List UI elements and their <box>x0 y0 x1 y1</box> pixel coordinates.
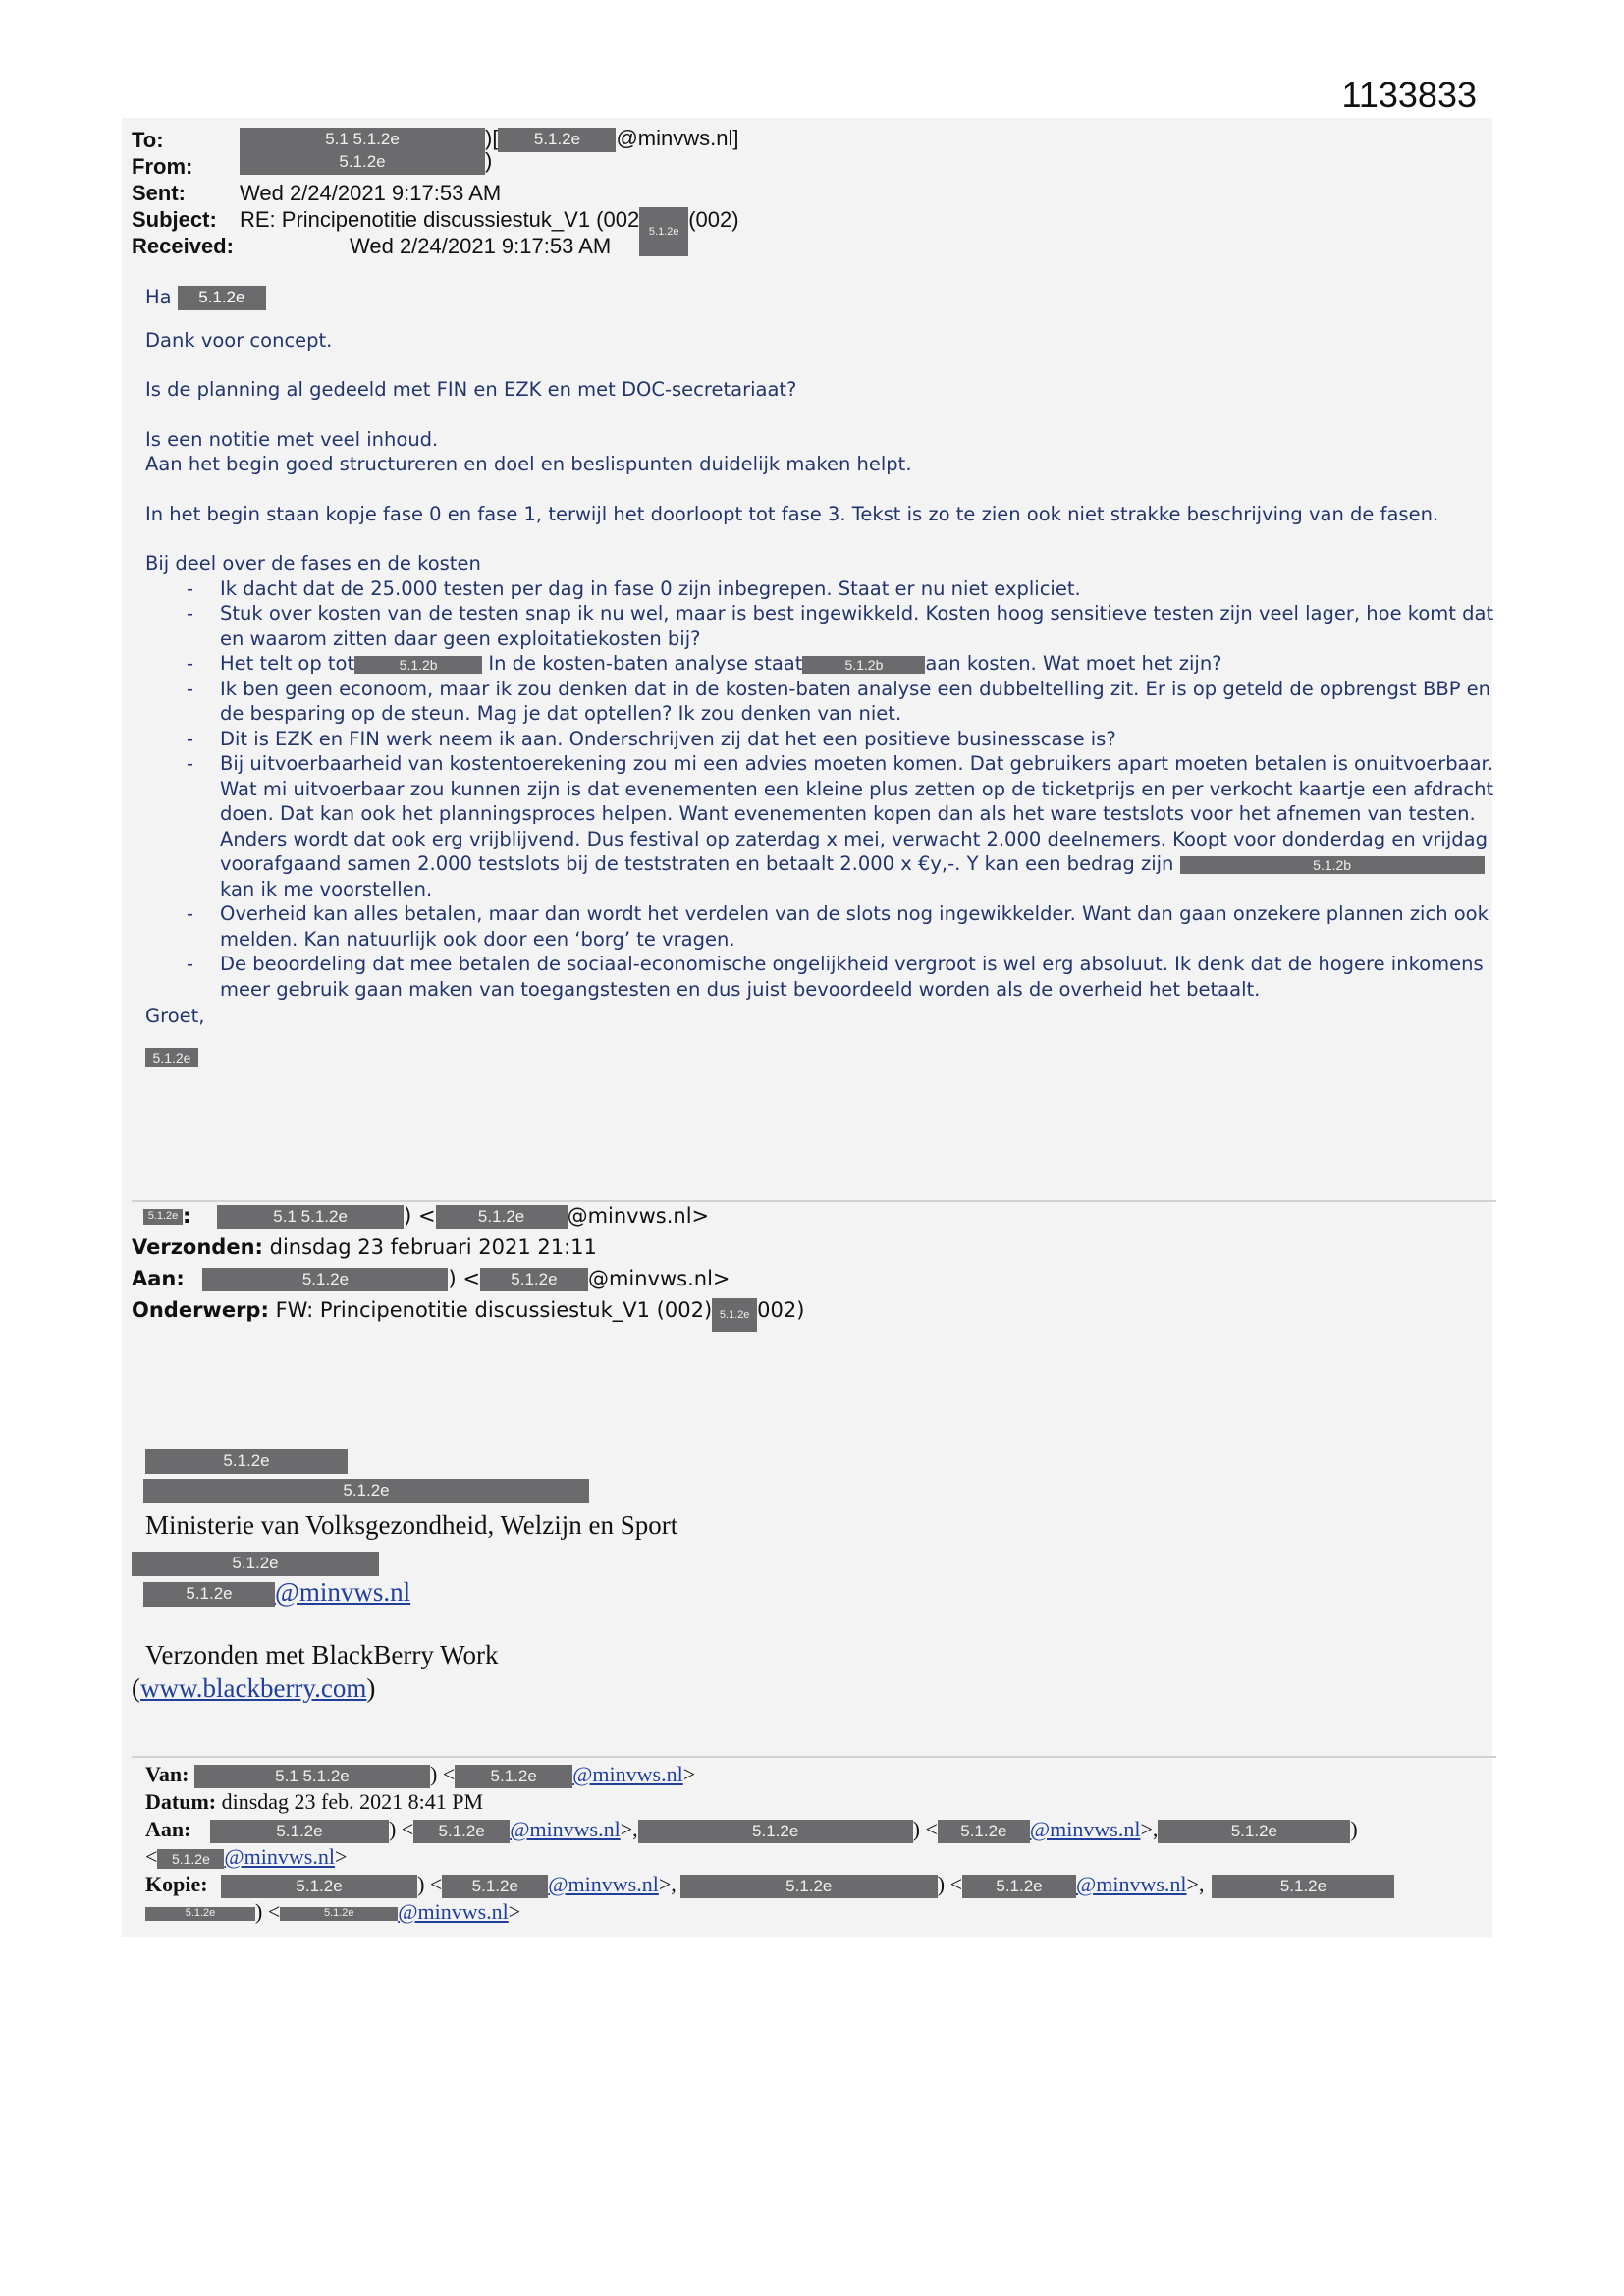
redaction: 5.1.2e <box>240 150 485 175</box>
redaction: 5.1.2e <box>143 1209 183 1224</box>
redaction: 5.1.2e <box>145 1449 348 1474</box>
van-end: > <box>682 1762 696 1786</box>
redaction: 5.1.2e <box>280 1907 398 1920</box>
redaction: 5.1.2b <box>1180 856 1485 874</box>
list-item: - De beoordeling dat mee betalen de sociaal-economische ongelijkheid vergroot is wel erg absoluut. Ik denk dat de hogere inkomens meer gebruik gaan maken van toegangstesten en dus juist bevoordeeld worden als de overheid het betaalt. <box>145 952 1510 1002</box>
aan-label: Aan: <box>145 1817 191 1841</box>
redaction: 5.1.2e <box>442 1875 548 1899</box>
redaction: 5.1.2e <box>143 1582 275 1607</box>
van-colon: : <box>183 1204 191 1228</box>
redaction: 5.1.2e <box>680 1875 938 1899</box>
verzonden-value: dinsdag 23 februari 2021 21:11 <box>269 1235 597 1259</box>
list-item: - Overheid kan alles betalen, maar dan wordt het verdelen van de slots nog ingewikkelder. Want dan gaan onzekere plannen zich ook melden. Kan natuurlijk ook door een ‘borg’ te vragen. <box>145 902 1510 952</box>
closing: Groet, <box>145 1005 205 1028</box>
separator: >, <box>658 1872 677 1896</box>
greeting <box>145 285 1500 310</box>
list-item <box>145 651 1510 677</box>
redaction: 5.1.2e <box>143 1479 589 1503</box>
aan-label: Aan: <box>132 1267 185 1290</box>
separator: < <box>145 1844 158 1869</box>
separator: >, <box>1140 1817 1159 1841</box>
separator: >, <box>620 1817 638 1841</box>
redaction: 5.1.2e <box>145 1907 255 1920</box>
received-label: Received: <box>132 234 234 258</box>
email-link[interactable]: @minvws.nl <box>548 1872 659 1896</box>
van-domain: @minvws.nl> <box>567 1204 710 1228</box>
redaction: 5.1 5.1.2e <box>217 1205 404 1230</box>
van-label: Van: <box>145 1762 189 1786</box>
aan-domain: @minvws.nl> <box>587 1267 731 1290</box>
received-value: Wed 2/24/2021 9:17:53 AM <box>350 234 612 258</box>
sent-value: Wed 2/24/2021 9:17:53 AM <box>240 181 502 205</box>
redaction: 5.1.2e <box>210 1820 389 1844</box>
paragraph: In het begin staan kopje fase 0 en fase 1, terwijl het doorloopt tot fase 3. Tekst is zo te zien ook niet strakke beschrijving van de fasen. <box>145 502 1439 525</box>
redaction: 5.1.2e <box>962 1875 1076 1899</box>
redaction: 5.1.2e <box>455 1765 572 1789</box>
aan-separator: ) < <box>448 1267 480 1290</box>
subject-tail: (002) <box>688 207 739 232</box>
van-separator: ) < <box>429 1762 456 1786</box>
paragraph <box>145 427 1500 477</box>
list-item: - Ik ben geen econoom, maar ik zou denken dat in de kosten-baten analyse een dubbeltelling zit. Er is op geteld de opbrengst BBP en de besparing op de steun. Mag je dat optellen? Ik zou denken van niet. <box>145 677 1510 727</box>
subject-text: RE: Principenotitie discussiestuk_V1 (002 <box>240 207 640 232</box>
redaction: 5.1.2e <box>498 128 616 152</box>
email-body <box>145 285 1500 1069</box>
separator: ) < <box>388 1817 414 1841</box>
list-text: kan ik me voorstellen. <box>220 877 433 901</box>
document-id: 1133833 <box>1341 75 1477 115</box>
paragraph-line: Is een notitie met veel inhoud. <box>145 427 439 451</box>
separator: >, <box>1186 1872 1205 1896</box>
list-text: Het telt op tot <box>220 652 355 676</box>
redaction: 5.1.2e <box>436 1205 568 1230</box>
redaction: 5.1.2e <box>202 1268 448 1292</box>
sent-with-text: Verzonden met BlackBerry Work <box>145 1640 499 1669</box>
list-text: In de kosten-baten analyse staat <box>488 652 803 676</box>
list-item: - Stuk over kosten van de testen snap ik nu wel, maar is best ingewikkeld. Kosten hoog sensitieve testen zijn veel lager, hoe komt dat en waarom zitten daar geen exploitatiekosten bij? <box>145 601 1510 651</box>
paragraph: Is de planning al gedeeld met FIN en EZK en met DOC-secretariaat? <box>145 378 797 402</box>
list-text: aan kosten. Wat moet het zijn? <box>925 652 1222 676</box>
divider <box>132 1200 1496 1202</box>
datum-label: Datum: <box>145 1789 217 1814</box>
email-link[interactable]: @minvws.nl <box>1029 1817 1141 1841</box>
separator: ) < <box>937 1872 962 1896</box>
signature-redaction: 5.1.2e <box>145 1048 198 1067</box>
ministry-name: Ministerie van Volksgezondheid, Welzijn en Sport <box>145 1510 678 1540</box>
datum-value: dinsdag 23 feb. 2021 8:41 PM <box>221 1789 484 1814</box>
verzonden-label: Verzonden: <box>132 1235 263 1259</box>
from-label: From: <box>132 154 193 179</box>
subject-label: Subject: <box>132 207 217 232</box>
onderwerp-value: FW: Principenotitie discussiestuk_V1 (002) <box>275 1298 713 1322</box>
redaction: 5.1.2e <box>1158 1820 1350 1844</box>
paragraph-line: Aan het begin goed structureren en doel en beslispunten duidelijk maken helpt. <box>145 453 912 476</box>
redaction: 5.1 5.1.2e <box>194 1765 430 1789</box>
kopie-label: Kopie: <box>145 1872 208 1896</box>
redaction: 5.1.2e <box>639 207 688 256</box>
list-item <box>145 751 1510 902</box>
redaction: 5.1.2e <box>132 1552 379 1576</box>
section-intro: Bij deel over de fases en de kosten <box>145 552 481 575</box>
redaction: 5.1.2b <box>354 656 482 674</box>
separator: ) < <box>912 1817 938 1841</box>
separator: ) <box>1350 1817 1358 1841</box>
paragraph: Dank voor concept. <box>145 328 333 352</box>
to-bracket: )[ <box>485 126 499 150</box>
onderwerp-label: Onderwerp: <box>132 1298 269 1322</box>
list-text: Bij uitvoerbaarheid van kostentoerekening zou mi een advies moeten komen. Dat gebruikers apart moeten betalen is onuitvoerbaar. Wat mi uitvoerbaar zou kunnen zijn is dat evenementen een kleine plus zetten op de ticketprijs en per verkocht kaartje een afdracht doen. Dat kan ook het planningsproces helpen. Want evenementen kopen dan als het ware testslots voor het afnemen van testen. Anders wordt dat ook erg vrijblijvend. Dus festival op zaterdag x mei, verwacht 2.000 deelnemers. Koopt voor donderdag en vrijdag voorafgaand samen 2.000 testslots bij de teststraten en betaalt 2.000 x €y,-. Y kan een bedrag zijn <box>220 752 1494 876</box>
sent-label: Sent: <box>132 181 186 205</box>
redaction: 5.1.2b <box>802 656 925 674</box>
remarks-list <box>145 576 1510 1003</box>
redaction: 5.1.2e <box>413 1820 510 1844</box>
van-separator: ) < <box>404 1204 436 1228</box>
paren-open: ( <box>132 1673 140 1703</box>
list-item: - Ik dacht dat de 25.000 testen per dag in fase 0 zijn inbegrepen. Staat er nu niet expliciet. <box>145 576 1510 602</box>
to-domain: @minvws.nl] <box>616 126 739 150</box>
paren-close: ) <box>366 1673 376 1703</box>
redaction: 5.1.2e <box>157 1849 224 1869</box>
redaction: 5.1.2e <box>178 286 266 310</box>
redaction: 5.1.2e <box>638 1820 913 1844</box>
separator: ) < <box>417 1872 443 1896</box>
divider <box>132 1756 1496 1758</box>
van-email-link[interactable]: @minvws.nl <box>572 1762 683 1786</box>
redaction: 5.1.2e <box>712 1298 757 1332</box>
email-link[interactable]: @minvws.nl <box>224 1844 335 1869</box>
redaction: 5.1.2e <box>221 1875 417 1899</box>
to-label: To: <box>132 128 164 152</box>
email-link[interactable]: @minvws.nl <box>398 1899 509 1924</box>
greeting-text: Ha <box>145 286 172 308</box>
onderwerp-tail: 002) <box>757 1298 805 1322</box>
email-link[interactable]: @minvws.nl <box>275 1577 411 1607</box>
list-item: - Dit is EZK en FIN werk neem ik aan. Onderschrijven zij dat het een positieve businesscase is? <box>145 727 1510 752</box>
from-paren: ) <box>485 148 493 173</box>
blackberry-link[interactable]: www.blackberry.com <box>140 1673 367 1703</box>
redaction: 5.1.2e <box>1212 1875 1394 1899</box>
separator: ) < <box>255 1899 281 1924</box>
redaction: 5.1.2e <box>938 1820 1030 1844</box>
redaction: 5.1.2e <box>480 1268 588 1292</box>
separator: > <box>334 1844 348 1869</box>
redaction: 5.1 5.1.2e <box>240 128 485 152</box>
separator: > <box>508 1899 521 1924</box>
email-link[interactable]: @minvws.nl <box>510 1817 621 1841</box>
email-link[interactable]: @minvws.nl <box>1076 1872 1187 1896</box>
